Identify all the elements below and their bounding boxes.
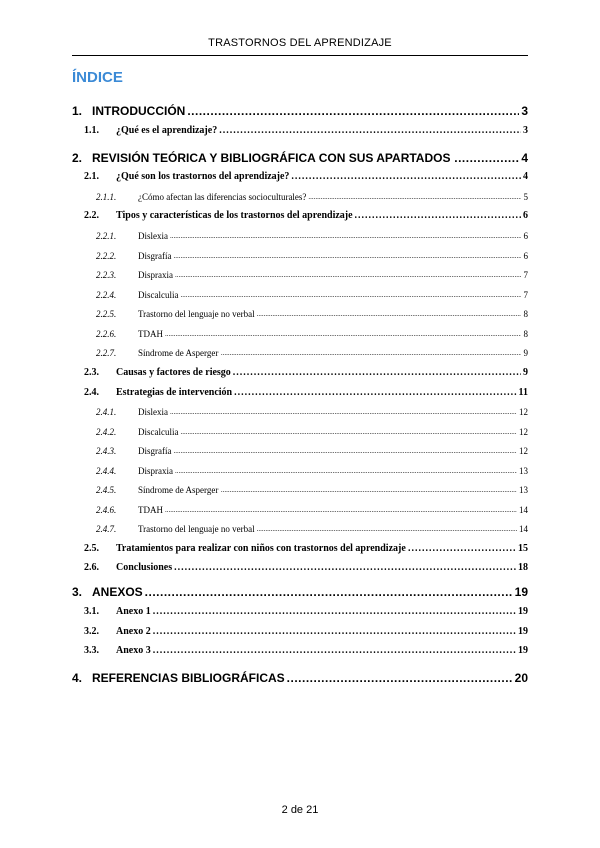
toc-leader-dots xyxy=(175,463,517,479)
header-divider xyxy=(72,55,528,56)
toc-entry-page: 3 xyxy=(523,125,528,136)
toc-leader-dots xyxy=(165,326,522,342)
toc-title: ÍNDICE xyxy=(72,69,123,86)
toc-leader-dots xyxy=(219,123,521,139)
toc-entry-number: 2.3. xyxy=(84,367,99,378)
toc-entry-number: 2.4.2. xyxy=(96,427,117,437)
toc-entry[interactable] xyxy=(0,385,600,401)
toc-entry[interactable] xyxy=(0,123,600,139)
toc-entry-number: 2.2.2. xyxy=(96,251,117,261)
toc-entry-text: Trastorno del lenguaje no verbal xyxy=(138,524,255,534)
toc-leader-dots xyxy=(145,584,513,600)
toc-entry[interactable] xyxy=(0,584,600,600)
toc-entry-number: 3.1. xyxy=(84,606,99,617)
toc-entry[interactable] xyxy=(0,424,600,440)
toc-leader-dots xyxy=(257,306,522,322)
toc-entry-number: 2.2.5. xyxy=(96,309,117,319)
toc-entry-page: 20 xyxy=(514,671,528,685)
toc-entry-text: Trastorno del lenguaje no verbal xyxy=(138,309,255,319)
toc-entry-number: 2.4.3. xyxy=(96,446,117,456)
toc-entry-page: 7 xyxy=(523,270,528,280)
toc-entry-page: 15 xyxy=(518,543,528,554)
toc-leader-dots xyxy=(291,169,521,185)
toc-entry-text: Síndrome de Asperger xyxy=(138,485,219,495)
toc-entry-number: 2.2. xyxy=(84,210,99,221)
toc-entry-number: 3.3. xyxy=(84,645,99,656)
toc-entry[interactable] xyxy=(0,267,600,283)
toc-entry-text: REVISIÓN TEÓRICA Y BIBLIOGRÁFICA CON SUS APARTADOS xyxy=(92,151,451,165)
toc-entry[interactable] xyxy=(0,463,600,479)
toc-entry[interactable] xyxy=(0,326,600,342)
toc-entry-page: 14 xyxy=(519,524,528,534)
toc-entry-page: 11 xyxy=(518,387,528,398)
toc-entry-number: 2.4.4. xyxy=(96,466,117,476)
toc-leader-dots xyxy=(175,267,522,283)
toc-entry-text: Discalculia xyxy=(138,427,179,437)
toc-entry-page: 9 xyxy=(523,367,528,378)
toc-entry[interactable] xyxy=(0,150,600,166)
toc-entry-text: Síndrome de Asperger xyxy=(138,348,219,358)
toc-entry[interactable] xyxy=(0,306,600,322)
toc-leader-dots xyxy=(173,443,517,459)
toc-entry[interactable] xyxy=(0,345,600,361)
toc-entry-page: 8 xyxy=(523,329,528,339)
toc-entry[interactable] xyxy=(0,208,600,224)
toc-entry-page: 13 xyxy=(519,485,528,495)
toc-leader-dots xyxy=(355,208,521,224)
toc-entry-text: TDAH xyxy=(138,505,163,515)
toc-entry-number: 2.2.3. xyxy=(96,270,117,280)
toc-entry-number: 1.1. xyxy=(84,125,99,136)
toc-entry-number: 3. xyxy=(72,585,83,599)
toc-leader-dots xyxy=(173,248,521,264)
toc-entry-text: Dispraxia xyxy=(138,466,173,476)
toc-entry-number: 1. xyxy=(72,104,83,118)
toc-entry-number: 2.4.1. xyxy=(96,407,117,417)
toc-leader-dots xyxy=(153,643,516,659)
toc-entry[interactable] xyxy=(0,521,600,537)
toc-leader-dots xyxy=(153,624,516,640)
toc-entry-number: 2.4.5. xyxy=(96,485,117,495)
toc-entry-page: 9 xyxy=(523,348,528,358)
toc-entry-page: 6 xyxy=(523,231,528,241)
toc-entry-page: 19 xyxy=(518,645,528,656)
toc-entry-page: 12 xyxy=(519,407,528,417)
toc-entry[interactable] xyxy=(0,228,600,244)
toc-entry[interactable] xyxy=(0,365,600,381)
toc-entry-number: 2.1.1. xyxy=(96,192,117,202)
toc-entry-text: Discalculia xyxy=(138,290,179,300)
toc-entry-page: 8 xyxy=(523,309,528,319)
toc-entry-text: Anexo 3 xyxy=(116,645,151,656)
toc-entry-text: Disgrafía xyxy=(138,251,172,261)
toc-entry-text: Causas y factores de riesgo xyxy=(116,367,231,378)
toc-leader-dots xyxy=(233,365,521,381)
toc-leader-dots xyxy=(170,404,517,420)
toc-leader-dots xyxy=(165,502,517,518)
toc-entry-number: 2.2.1. xyxy=(96,231,117,241)
toc-entry[interactable] xyxy=(0,502,600,518)
toc-leader-dots xyxy=(308,189,521,205)
toc-leader-dots xyxy=(221,345,522,361)
toc-entry[interactable] xyxy=(0,287,600,303)
toc-entry-text: Dislexia xyxy=(138,407,168,417)
toc-entry-number: 2.2.6. xyxy=(96,329,117,339)
toc-entry-number: 2.6. xyxy=(84,562,99,573)
toc-entry-number: 2.2.7. xyxy=(96,348,117,358)
toc-entry[interactable] xyxy=(0,482,600,498)
toc-entry[interactable] xyxy=(0,443,600,459)
toc-entry-text: Tratamientos para realizar con niños con trastornos del aprendizaje xyxy=(116,543,406,554)
toc-leader-dots xyxy=(153,604,516,620)
toc-entry-text: ¿Qué son los trastornos del aprendizaje? xyxy=(116,171,290,182)
toc-entry-page: 6 xyxy=(523,251,528,261)
toc-entry-number: 2.4. xyxy=(84,387,99,398)
toc-entry-text: Anexo 2 xyxy=(116,626,151,637)
toc-entry[interactable] xyxy=(0,541,600,557)
toc-entry[interactable] xyxy=(0,169,600,185)
toc-entry-text: TDAH xyxy=(138,329,163,339)
toc-entry[interactable] xyxy=(0,604,600,620)
toc-entry-text: ¿Cómo afectan las diferencias socioculturales? xyxy=(138,192,307,202)
toc-entry-page: 7 xyxy=(523,290,528,300)
toc-entry-text: Dislexia xyxy=(138,231,168,241)
toc-entry-page: 19 xyxy=(518,606,528,617)
toc-entry-number: 2. xyxy=(72,151,83,165)
toc-entry-page: 6 xyxy=(523,210,528,221)
toc-leader-dots xyxy=(174,560,516,576)
toc-entry-number: 2.4.7. xyxy=(96,524,117,534)
toc-entry-page: 3 xyxy=(521,104,528,118)
toc-leader-dots xyxy=(180,424,517,440)
toc-entry-page: 19 xyxy=(518,626,528,637)
toc-leader-dots xyxy=(180,287,521,303)
toc-leader-dots xyxy=(234,385,516,401)
toc-entry[interactable] xyxy=(0,189,600,205)
toc-entry-page: 12 xyxy=(519,427,528,437)
toc-leader-dots xyxy=(221,482,517,498)
toc-leader-dots xyxy=(257,521,517,537)
toc-entry[interactable] xyxy=(0,670,600,686)
toc-entry-page: 14 xyxy=(519,505,528,515)
toc-entry-text: REFERENCIAS BIBLIOGRÁFICAS xyxy=(92,671,285,685)
toc-entry[interactable] xyxy=(0,560,600,576)
toc-entry[interactable] xyxy=(0,248,600,264)
toc-entry-text: Dispraxia xyxy=(138,270,173,280)
toc-entry-page: 18 xyxy=(518,562,528,573)
toc-entry-number: 2.5. xyxy=(84,543,99,554)
toc-entry[interactable] xyxy=(0,643,600,659)
toc-entry-page: 13 xyxy=(519,466,528,476)
toc-entry-text: Anexo 1 xyxy=(116,606,151,617)
toc-entry-page: 5 xyxy=(523,192,528,202)
toc-entry-text: ANEXOS xyxy=(92,585,143,599)
toc-entry-number: 3.2. xyxy=(84,626,99,637)
toc-entry-page: 4 xyxy=(523,171,528,182)
toc-entry-page: 4 xyxy=(521,151,528,165)
toc-leader-dots xyxy=(287,670,513,686)
toc-entry-text: Conclusiones xyxy=(116,562,173,573)
page-footer: 2 de 21 xyxy=(281,804,319,816)
toc-entry-text: Disgrafía xyxy=(138,446,172,456)
toc-entry-text: INTRODUCCIÓN xyxy=(92,104,186,118)
toc-entry-text: Tipos y características de los trastornos del aprendizaje xyxy=(116,210,353,221)
toc-entry-number: 2.1. xyxy=(84,171,99,182)
toc-entry-number: 2.2.4. xyxy=(96,290,117,300)
toc-entry-number: 2.4.6. xyxy=(96,505,117,515)
toc-entry-page: 19 xyxy=(514,585,528,599)
toc-entry-number: 4. xyxy=(72,671,83,685)
toc-entry[interactable] xyxy=(0,624,600,640)
page-header: TRASTORNOS DEL APRENDIZAJE xyxy=(208,37,392,49)
toc-entry-page: 12 xyxy=(519,446,528,456)
toc-entry-text: ¿Qué es el aprendizaje? xyxy=(116,125,218,136)
toc-entry[interactable] xyxy=(0,404,600,420)
toc-entry-text: Estrategias de intervención xyxy=(116,387,233,398)
toc-entry[interactable] xyxy=(0,103,600,119)
toc-leader-dots xyxy=(170,228,522,244)
toc-leader-dots xyxy=(187,103,519,119)
